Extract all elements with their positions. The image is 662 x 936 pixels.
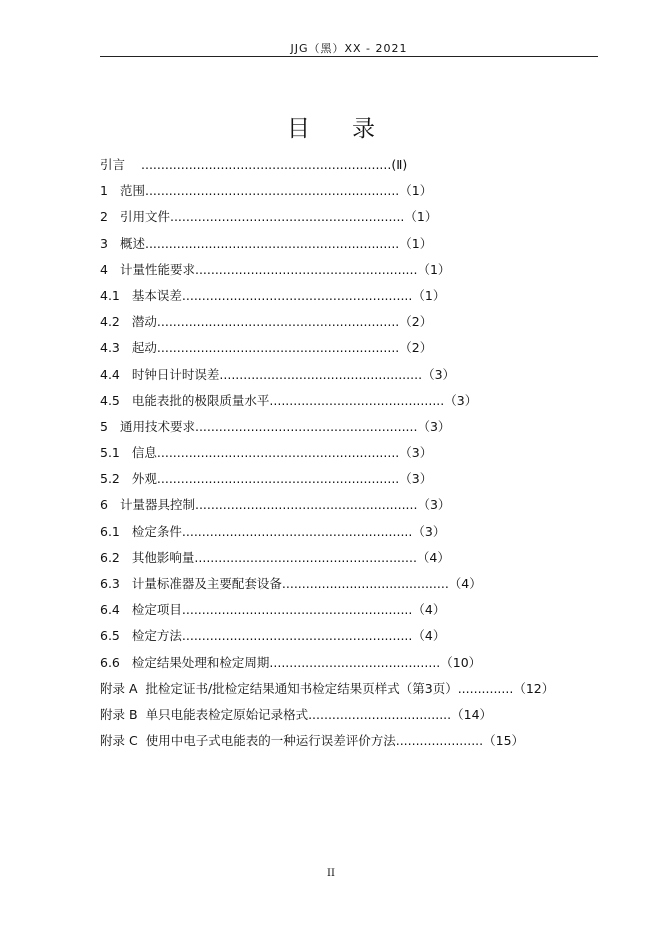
toc-entry-page: （2） xyxy=(399,314,433,330)
toc-entry[interactable] xyxy=(100,417,620,443)
toc-entry[interactable] xyxy=(100,155,620,181)
toc-entry[interactable] xyxy=(100,548,620,574)
toc-entry-page: （1） xyxy=(412,287,446,303)
toc-leader-dots: ............................................................. xyxy=(156,445,400,461)
toc-entry-title: 批检定证书/批检定结果通知书检定结果页样式（第3页） xyxy=(145,680,458,696)
toc-leader-dots: ................................................................ xyxy=(144,235,400,251)
toc-entry-page: (Ⅱ) xyxy=(391,157,408,172)
header-rule xyxy=(100,56,598,57)
toc-leader-dots: .............. xyxy=(457,680,514,696)
toc-entry-number: 4.3 xyxy=(100,340,120,356)
toc-leader-dots: .......................................................... xyxy=(181,287,413,303)
toc-entry[interactable] xyxy=(100,731,620,757)
toc-entry-number: 引言 xyxy=(100,157,126,172)
toc-entry-title: 其他影响量 xyxy=(131,549,195,565)
toc-entry[interactable] xyxy=(100,469,620,495)
toc-leader-dots: ........................................................ xyxy=(194,497,418,513)
toc-entry[interactable] xyxy=(100,312,620,338)
toc-entry[interactable] xyxy=(100,600,620,626)
toc-entry-page: （1） xyxy=(404,209,438,225)
toc-entry[interactable] xyxy=(100,705,620,731)
toc-entry-page: （3） xyxy=(399,471,433,487)
toc-entry-number: 4.4 xyxy=(100,366,120,382)
toc-entry-number: 4.1 xyxy=(100,287,120,303)
toc-entry-page: （1） xyxy=(399,183,433,199)
toc-entry-number: 6.5 xyxy=(100,628,120,644)
toc-entry-title: 电能表批的极限质量水平 xyxy=(131,392,270,408)
toc-entry-number: 6.2 xyxy=(100,549,120,565)
toc-entry[interactable] xyxy=(100,207,620,233)
toc-entry-number: 6.6 xyxy=(100,654,120,670)
toc-leader-dots: ............................................................. xyxy=(156,471,400,487)
toc-entry[interactable] xyxy=(100,574,620,600)
toc-entry[interactable] xyxy=(100,338,620,364)
toc-entry-title: 潜动 xyxy=(131,314,157,330)
toc-entry-page: （4） xyxy=(448,576,482,591)
toc-entry[interactable] xyxy=(100,286,620,312)
toc-leader-dots: ........................................................ xyxy=(194,418,418,434)
toc-entry-page: （1） xyxy=(399,235,433,251)
toc-entry-title: 检定条件 xyxy=(131,523,182,539)
toc-entry-page: （4） xyxy=(412,602,446,618)
toc-entry-number: 5 xyxy=(100,418,108,434)
toc-leader-dots: .......................................................... xyxy=(181,628,413,644)
toc-leader-dots: ............................................................. xyxy=(156,340,400,356)
toc-entry[interactable] xyxy=(100,234,620,260)
toc-entry-page: （15） xyxy=(483,733,525,749)
toc-entry-number: 附录 C xyxy=(100,733,138,749)
toc-entry[interactable] xyxy=(100,495,620,521)
standard-code-header: JJG（黑）XX - 2021 xyxy=(290,42,408,55)
toc-entry-page: （14） xyxy=(451,706,493,722)
toc-entry-page: （12） xyxy=(513,680,555,696)
toc-entry-title: 时钟日计时误差 xyxy=(131,366,220,382)
toc-entry-number: 4.2 xyxy=(100,314,120,330)
toc-entry-title: 概述 xyxy=(119,235,145,251)
toc-entry-page: （10） xyxy=(440,654,482,670)
toc-entry-page: （4） xyxy=(416,549,450,565)
toc-entry-title: 单只电能表检定原始记录格式 xyxy=(145,706,309,722)
toc-leader-dots: ........................................................ xyxy=(194,549,417,565)
toc-entry-number: 1 xyxy=(100,183,108,199)
toc-entry-page: （3） xyxy=(444,392,478,408)
toc-entry[interactable] xyxy=(100,443,620,469)
toc-entry-title: 计量器具控制 xyxy=(119,497,195,513)
toc-entry-number: 附录 B xyxy=(100,706,138,722)
toc-entry-number: 6 xyxy=(100,497,108,513)
toc-leader-dots: ............................................................. xyxy=(156,314,400,330)
toc-leader-dots: ........................................... xyxy=(269,654,441,670)
toc-leader-dots: ................................................... xyxy=(219,366,423,382)
toc-leader-dots: ................................................................ xyxy=(144,183,400,199)
toc-entry[interactable] xyxy=(100,181,620,207)
toc-entry-number: 6.1 xyxy=(100,523,120,539)
toc-entry-number: 5.1 xyxy=(100,445,120,461)
toc-entry-page: （3） xyxy=(412,523,446,539)
toc-entry-page: （3） xyxy=(417,418,451,434)
toc-entry[interactable] xyxy=(100,365,620,391)
toc-entry-number: 6.4 xyxy=(100,602,120,618)
toc-entry[interactable] xyxy=(100,626,620,652)
toc-entry-title: 计量标准器及主要配套设备 xyxy=(131,576,282,591)
page-title: 目录 xyxy=(287,116,417,142)
toc-leader-dots: ........................................................ xyxy=(194,261,418,277)
toc-entry-title: 计量性能要求 xyxy=(119,261,195,277)
toc-entry-number: 6.3 xyxy=(100,576,120,591)
toc-entry-number: 附录 A xyxy=(100,680,138,696)
toc-entry-number: 2 xyxy=(100,209,108,225)
toc-leader-dots: .......................................................... xyxy=(181,602,413,618)
toc-entry-title: 检定项目 xyxy=(131,602,182,618)
toc-entry-page: （1） xyxy=(417,261,451,277)
toc-entry-title: 引用文件 xyxy=(119,209,170,225)
toc-entry-page: （4） xyxy=(412,628,446,644)
toc-entry[interactable] xyxy=(100,522,620,548)
page-number: II xyxy=(327,868,335,879)
toc-entry-number: 3 xyxy=(100,235,108,251)
toc-entry-page: （3） xyxy=(399,445,433,461)
toc-entry-page: （3） xyxy=(417,497,451,513)
toc-entry[interactable] xyxy=(100,679,620,705)
toc-entry-title: 外观 xyxy=(131,471,157,487)
toc-entry-title: 检定方法 xyxy=(131,628,182,644)
toc-entry-number: 4.5 xyxy=(100,392,120,408)
toc-entry[interactable] xyxy=(100,391,620,417)
toc-leader-dots: ...................... xyxy=(395,733,484,749)
toc-entry-title: 通用技术要求 xyxy=(119,418,195,434)
toc-entry[interactable] xyxy=(100,653,620,679)
toc-leader-dots: ............................................ xyxy=(269,392,445,408)
toc-entry-number: 4 xyxy=(100,261,108,277)
toc-leader-dots: .......................................................... xyxy=(181,523,413,539)
toc-leader-dots: ............................................................... xyxy=(141,157,392,172)
toc-entry-title: 检定结果处理和检定周期 xyxy=(131,654,270,670)
toc-leader-dots: ........................................................... xyxy=(169,209,405,225)
toc-entry-title: 范围 xyxy=(119,183,145,199)
toc-entry-number: 5.2 xyxy=(100,471,120,487)
toc-leader-dots: .......................................... xyxy=(281,576,449,591)
toc-leader-dots: .................................... xyxy=(308,706,452,722)
toc-entry-title: 使用中电子式电能表的一种运行误差评价方法 xyxy=(145,733,396,749)
toc-entry-page: （2） xyxy=(399,340,433,356)
table-of-contents xyxy=(100,155,620,757)
toc-entry-title: 信息 xyxy=(131,445,157,461)
toc-entry-title: 基本误差 xyxy=(131,287,182,303)
toc-entry-page: （3） xyxy=(422,366,456,382)
toc-entry-title: 起动 xyxy=(131,340,157,356)
toc-entry[interactable] xyxy=(100,260,620,286)
